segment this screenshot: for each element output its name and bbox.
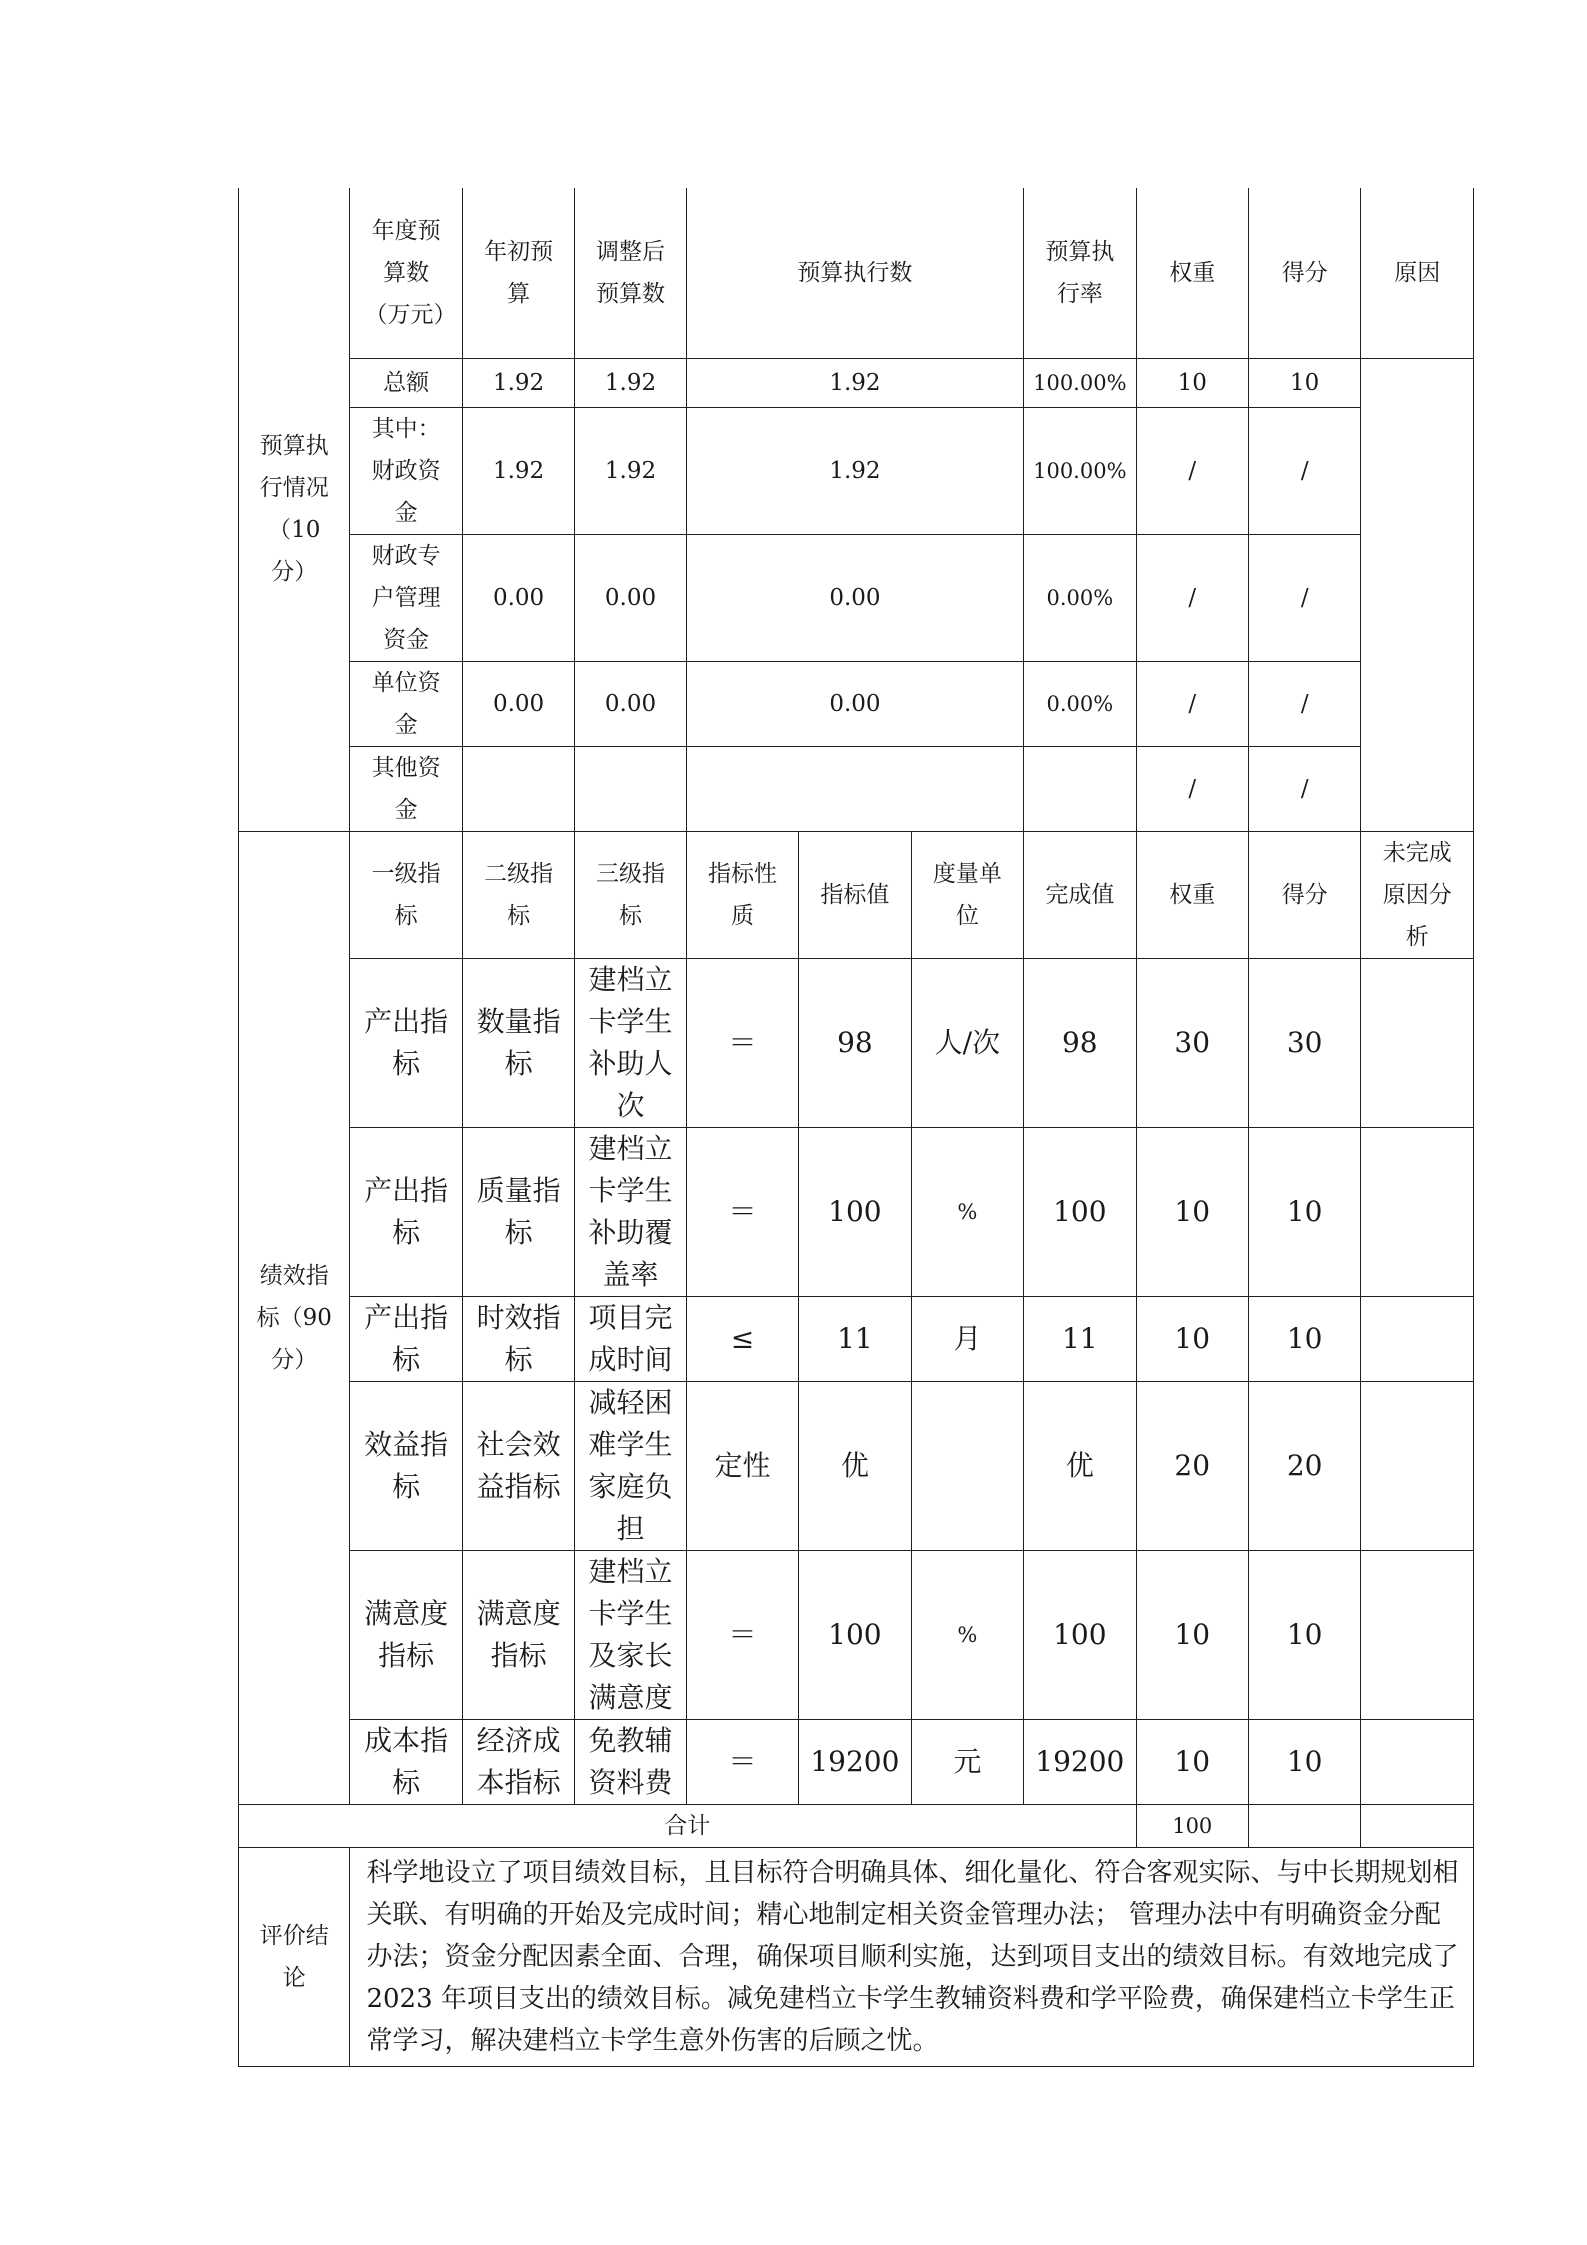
indicator-reason xyxy=(1361,958,1474,1127)
indicator-nature: ＝ xyxy=(686,958,798,1127)
indicator-l2: 数量指标 xyxy=(462,958,574,1127)
header-executed-amount: 预算执行数 xyxy=(686,188,1023,358)
indicator-unit: % xyxy=(911,1550,1023,1719)
indicator-reason xyxy=(1361,1296,1474,1381)
indicator-nature: ＝ xyxy=(686,1550,798,1719)
conclusion-row xyxy=(239,1847,1474,2066)
budget-row-rate: 0.00% xyxy=(1024,534,1136,661)
indicator-reason xyxy=(1361,1550,1474,1719)
budget-row-initial: 1.92 xyxy=(462,358,574,407)
indicator-l1: 产出指标 xyxy=(350,1127,462,1296)
header-reason: 原因 xyxy=(1361,188,1474,358)
conclusion-label: 评价结论 xyxy=(239,1847,350,2066)
header-weight: 权重 xyxy=(1136,831,1248,958)
table-row xyxy=(239,958,1474,1127)
indicator-l3: 项目完成时间 xyxy=(575,1296,686,1381)
indicator-unit: 月 xyxy=(911,1296,1023,1381)
indicator-actual: 98 xyxy=(1024,958,1136,1127)
header-level3-indicator: 三级指标 xyxy=(575,831,686,958)
header-indicator-nature: 指标性质 xyxy=(686,831,798,958)
indicator-weight: 10 xyxy=(1136,1296,1248,1381)
indicator-l1: 效益指标 xyxy=(350,1381,462,1550)
budget-row-rate xyxy=(1024,746,1136,831)
indicator-weight: 10 xyxy=(1136,1550,1248,1719)
indicator-unit: % xyxy=(911,1127,1023,1296)
total-weight: 100 xyxy=(1136,1804,1248,1847)
indicator-l1: 产出指标 xyxy=(350,1296,462,1381)
header-score: 得分 xyxy=(1248,831,1360,958)
indicator-score: 30 xyxy=(1248,958,1360,1127)
indicator-l3: 减轻困难学生家庭负担 xyxy=(575,1381,686,1550)
indicator-nature: ≤ xyxy=(686,1296,798,1381)
budget-row-score: / xyxy=(1248,661,1360,746)
budget-row-adjusted: 1.92 xyxy=(575,407,686,534)
indicator-target: 98 xyxy=(799,958,911,1127)
indicator-unit: 元 xyxy=(911,1719,1023,1804)
conclusion-text: 科学地设立了项目绩效目标，且目标符合明确具体、细化量化、符合客观实际、与中长期规划相关联、有明确的开始及完成时间；精心地制定相关资金管理办法； 管理办法中有明确资金分配办法；资金分配因素全面、合理，确保项目顺利实施，达到项目支出的绩效目标。有效地完成了 2023 年项目支出的绩效目标。减免建档立卡学生教辅资料费和学平险费，确保建档立卡学生正常学习，解决建档立卡学生意外伤害的后顾之忧。 xyxy=(350,1847,1474,2066)
table-row xyxy=(239,1381,1474,1550)
budget-row-adjusted: 0.00 xyxy=(575,534,686,661)
budget-row-executed: 1.92 xyxy=(686,407,1023,534)
table-row xyxy=(239,1550,1474,1719)
budget-row-initial: 0.00 xyxy=(462,661,574,746)
header-unit: 度量单位 xyxy=(911,831,1023,958)
indicator-actual: 100 xyxy=(1024,1127,1136,1296)
budget-row-weight: / xyxy=(1136,661,1248,746)
budget-row-adjusted: 1.92 xyxy=(575,358,686,407)
header-weight: 权重 xyxy=(1136,188,1248,358)
indicator-target: 11 xyxy=(799,1296,911,1381)
indicator-l1: 满意度指标 xyxy=(350,1550,462,1719)
indicator-l2: 质量指标 xyxy=(462,1127,574,1296)
indicator-nature: ＝ xyxy=(686,1127,798,1296)
budget-row-rate: 100.00% xyxy=(1024,407,1136,534)
indicator-actual: 11 xyxy=(1024,1296,1136,1381)
indicator-actual: 优 xyxy=(1024,1381,1136,1550)
header-actual-value: 完成值 xyxy=(1024,831,1136,958)
budget-row-executed: 0.00 xyxy=(686,661,1023,746)
budget-reason-cell xyxy=(1361,358,1474,831)
budget-row-rate: 0.00% xyxy=(1024,661,1136,746)
indicator-weight: 10 xyxy=(1136,1719,1248,1804)
table-row xyxy=(239,746,1474,831)
header-incomplete-reason: 未完成原因分析 xyxy=(1361,831,1474,958)
budget-row-weight: 10 xyxy=(1136,358,1248,407)
budget-row-adjusted: 0.00 xyxy=(575,661,686,746)
performance-evaluation-table xyxy=(238,188,1474,2067)
header-score: 得分 xyxy=(1248,188,1360,358)
budget-row-initial xyxy=(462,746,574,831)
header-level2-indicator: 二级指标 xyxy=(462,831,574,958)
header-target-value: 指标值 xyxy=(799,831,911,958)
budget-row-score: / xyxy=(1248,746,1360,831)
indicator-target: 100 xyxy=(799,1550,911,1719)
header-annual-budget: 年度预算数（万元） xyxy=(350,188,462,358)
indicator-l3: 免教辅资料费 xyxy=(575,1719,686,1804)
total-label: 合计 xyxy=(239,1804,1137,1847)
budget-row-executed: 1.92 xyxy=(686,358,1023,407)
indicator-unit: 人/次 xyxy=(911,958,1023,1127)
indicator-score: 10 xyxy=(1248,1550,1360,1719)
budget-row-score: / xyxy=(1248,534,1360,661)
indicator-reason xyxy=(1361,1127,1474,1296)
table-row xyxy=(239,1719,1474,1804)
indicator-target: 19200 xyxy=(799,1719,911,1804)
indicator-l2: 经济成本指标 xyxy=(462,1719,574,1804)
budget-row-executed: 0.00 xyxy=(686,534,1023,661)
indicator-l3: 建档立卡学生补助覆盖率 xyxy=(575,1127,686,1296)
budget-row-score: 10 xyxy=(1248,358,1360,407)
budget-row-name: 其中：财政资金 xyxy=(350,407,462,534)
budget-row-rate: 100.00% xyxy=(1024,358,1136,407)
indicator-l1: 成本指标 xyxy=(350,1719,462,1804)
indicator-l2: 满意度指标 xyxy=(462,1550,574,1719)
indicator-l2: 社会效益指标 xyxy=(462,1381,574,1550)
indicator-weight: 20 xyxy=(1136,1381,1248,1550)
total-row xyxy=(239,1804,1474,1847)
budget-row-name: 单位资金 xyxy=(350,661,462,746)
indicator-l1: 产出指标 xyxy=(350,958,462,1127)
header-level1-indicator: 一级指标 xyxy=(350,831,462,958)
header-initial-budget: 年初预算 xyxy=(462,188,574,358)
budget-row-executed xyxy=(686,746,1023,831)
indicator-score: 20 xyxy=(1248,1381,1360,1550)
indicator-weight: 30 xyxy=(1136,958,1248,1127)
table-row xyxy=(239,358,1474,407)
indicator-nature: 定性 xyxy=(686,1381,798,1550)
indicator-reason xyxy=(1361,1719,1474,1804)
budget-row-adjusted xyxy=(575,746,686,831)
indicator-target: 100 xyxy=(799,1127,911,1296)
budget-row-name: 其他资金 xyxy=(350,746,462,831)
indicator-l3: 建档立卡学生补助人次 xyxy=(575,958,686,1127)
budget-row-score: / xyxy=(1248,407,1360,534)
indicator-score: 10 xyxy=(1248,1127,1360,1296)
indicator-l3: 建档立卡学生及家长满意度 xyxy=(575,1550,686,1719)
total-score xyxy=(1248,1804,1360,1847)
budget-row-name: 总额 xyxy=(350,358,462,407)
table-row xyxy=(239,1127,1474,1296)
table-row xyxy=(239,1296,1474,1381)
table-row xyxy=(239,407,1474,534)
indicator-weight: 10 xyxy=(1136,1127,1248,1296)
total-reason xyxy=(1361,1804,1474,1847)
budget-section-label: 预算执行情况（10分） xyxy=(239,188,350,831)
indicator-actual: 100 xyxy=(1024,1550,1136,1719)
indicator-unit xyxy=(911,1381,1023,1550)
indicator-score: 10 xyxy=(1248,1719,1360,1804)
budget-row-initial: 1.92 xyxy=(462,407,574,534)
indicator-l2: 时效指标 xyxy=(462,1296,574,1381)
budget-row-name: 财政专户管理资金 xyxy=(350,534,462,661)
budget-row-weight: / xyxy=(1136,407,1248,534)
performance-section-label: 绩效指标（90分） xyxy=(239,831,350,1804)
budget-row-weight: / xyxy=(1136,534,1248,661)
indicator-score: 10 xyxy=(1248,1296,1360,1381)
indicator-reason xyxy=(1361,1381,1474,1550)
indicator-target: 优 xyxy=(799,1381,911,1550)
budget-row-weight: / xyxy=(1136,746,1248,831)
indicator-nature: ＝ xyxy=(686,1719,798,1804)
budget-row-initial: 0.00 xyxy=(462,534,574,661)
table-row xyxy=(239,661,1474,746)
table-row xyxy=(239,534,1474,661)
header-execution-rate: 预算执行率 xyxy=(1024,188,1136,358)
header-adjusted-budget: 调整后预算数 xyxy=(575,188,686,358)
indicator-actual: 19200 xyxy=(1024,1719,1136,1804)
